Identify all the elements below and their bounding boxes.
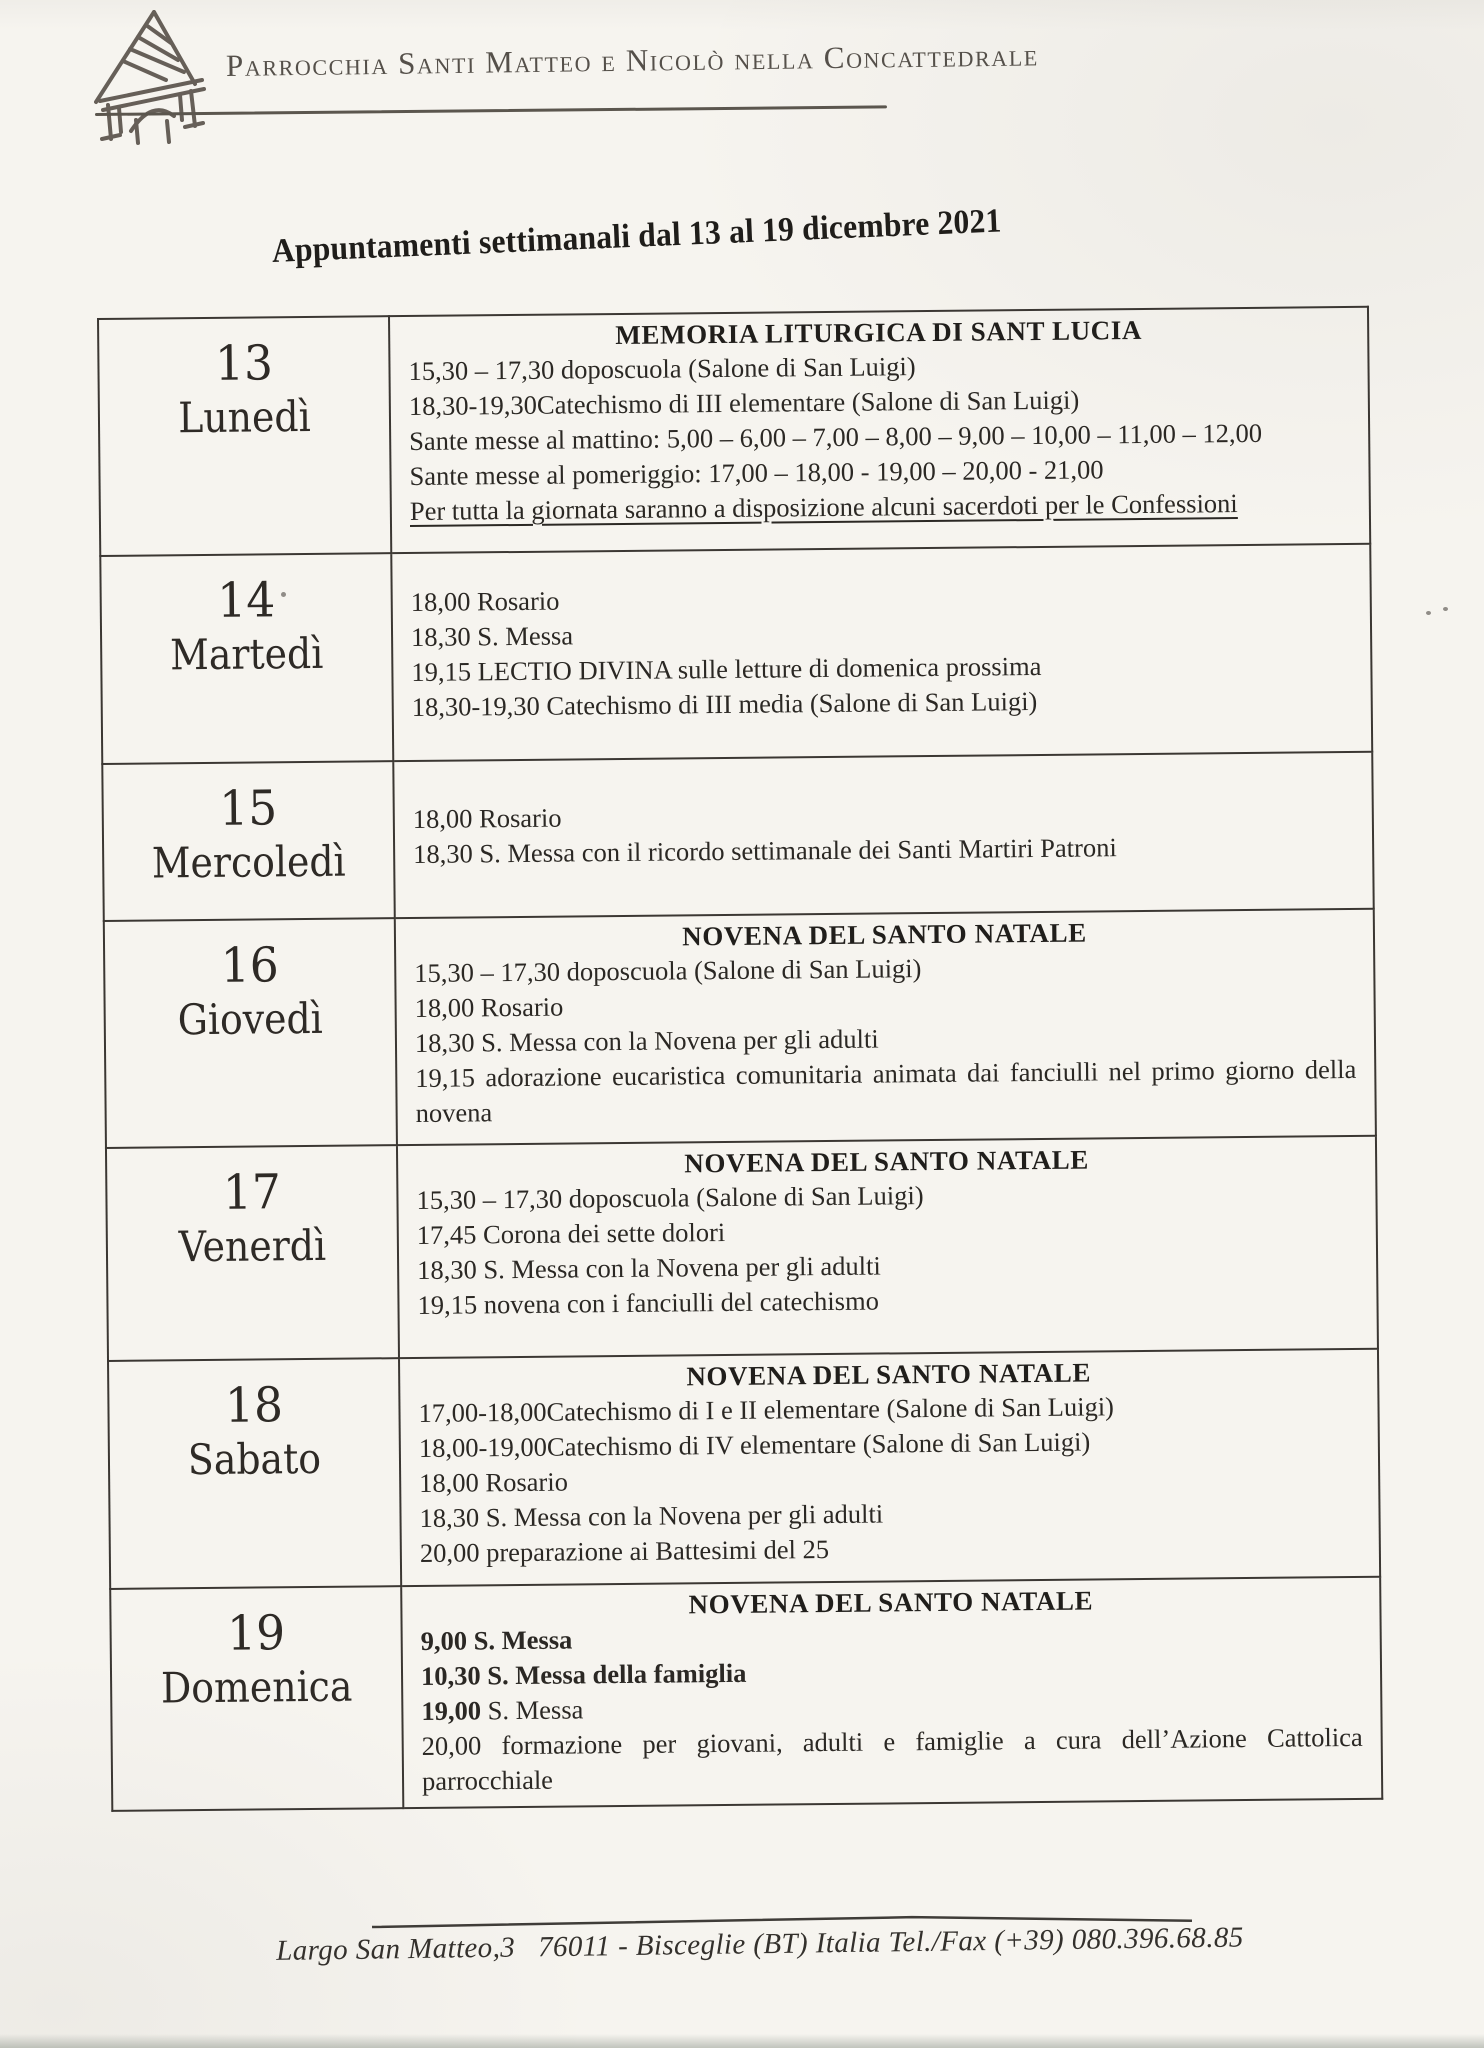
day-cell bbox=[106, 1145, 399, 1361]
event-text: 20,00 formazione per giovani, adulti e famiglie a cura dell’Azione Cattolica parrocchiale bbox=[421, 1721, 1363, 1796]
event-text: 18,00 Rosario bbox=[414, 991, 564, 1023]
event-text: 19,15 novena con i fanciulli del catechismo bbox=[417, 1285, 880, 1320]
day-number: 14 bbox=[216, 572, 276, 629]
day-name: Martedì bbox=[169, 629, 324, 680]
schedule-row bbox=[108, 1349, 1380, 1589]
events-heading: NOVENA DEL SANTO NATALE bbox=[686, 1357, 1092, 1392]
day-number: 16 bbox=[220, 937, 279, 994]
event-text: 18,00 Rosario bbox=[412, 802, 562, 834]
day-name: Domenica bbox=[160, 1662, 353, 1713]
event-text: 18,30 S. Messa con la Novena per gli adulti bbox=[417, 1250, 881, 1285]
day-number: 13 bbox=[214, 335, 274, 392]
day-number: 18 bbox=[224, 1377, 284, 1434]
day-number: 15 bbox=[218, 780, 278, 837]
events-cell bbox=[401, 1577, 1382, 1808]
day-name: Giovedì bbox=[177, 994, 323, 1045]
schedule-row bbox=[100, 544, 1372, 764]
schedule-row bbox=[110, 1577, 1382, 1811]
events-heading: NOVENA DEL SANTO NATALE bbox=[684, 1144, 1090, 1179]
day-name: Venerdì bbox=[178, 1221, 327, 1272]
events-heading: MEMORIA LITURGICA DI SANT LUCIA bbox=[615, 314, 1143, 351]
footer-address: Largo San Matteo,3 76011 - Bisceglie (BT) Italia Tel./Fax (+39) 080.396.68.85 bbox=[275, 1921, 1244, 1967]
day-number: 19 bbox=[226, 1605, 286, 1662]
event-text: 9,00 S. Messa bbox=[420, 1624, 573, 1656]
event-text: 19,15 LECTIO DIVINA sulle letture di domenica prossima bbox=[411, 650, 1042, 687]
scan-speck bbox=[1443, 607, 1448, 611]
event-text: S. Messa bbox=[487, 1694, 584, 1726]
day-name: Sabato bbox=[187, 1434, 322, 1485]
events-heading: NOVENA DEL SANTO NATALE bbox=[681, 917, 1087, 952]
day-name: Mercoledì bbox=[151, 837, 346, 888]
event-text: 19,15 adorazione eucaristica comunitaria animata dai fanciulli nel primo giorno della novena bbox=[415, 1053, 1357, 1128]
event-text: 20,00 preparazione ai Battesimi del 25 bbox=[419, 1534, 830, 1568]
event-text: 18,30 S. Messa con il ricordo settimanale dei Santi Martiri Patroni bbox=[413, 832, 1117, 869]
event-text: 19,00 bbox=[421, 1695, 488, 1726]
event-text: 18,30-19,30Catechismo di III elementare (Salone di San Luigi) bbox=[408, 384, 1080, 422]
day-cell bbox=[102, 761, 394, 921]
event-text: 18,30-19,30 Catechismo di III media (Salone di San Luigi) bbox=[411, 685, 1038, 722]
day-cell bbox=[98, 316, 391, 556]
event-text: Per tutta la giornata saranno a disposizione alcuni sacerdoti per le Confessioni bbox=[409, 488, 1238, 527]
events-cell bbox=[397, 1136, 1378, 1358]
day-cell bbox=[104, 918, 397, 1148]
parish-name: Parrocchia Santi Matteo e Nicolò nella Concattedrale bbox=[225, 37, 1040, 83]
scan-speck bbox=[1426, 611, 1431, 615]
event-text: 15,30 – 17,30 doposcuola (Salone di San Luigi) bbox=[414, 953, 922, 988]
event-text: 18,00 Rosario bbox=[419, 1466, 569, 1498]
day-name: Lunedì bbox=[177, 392, 311, 443]
events-cell bbox=[399, 1349, 1380, 1586]
event-text: 18,30 S. Messa con la Novena per gli adulti bbox=[414, 1023, 879, 1058]
event-text: Sante messe al mattino: 5,00 – 6,00 – 7,00 – 8,00 – 9,00 – 10,00 – 11,00 – 12,00 bbox=[409, 417, 1263, 457]
schedule-table-body bbox=[98, 307, 1382, 1811]
schedule-table bbox=[97, 306, 1383, 1812]
event-text: 18,00-19,00Catechismo di IV elementare (Salone di San Luigi) bbox=[418, 1426, 1091, 1463]
events-heading: NOVENA DEL SANTO NATALE bbox=[688, 1585, 1094, 1620]
day-cell bbox=[108, 1358, 401, 1589]
event-text: Sante messe al pomeriggio: 17,00 – 18,00 - 19,00 – 20,00 - 21,00 bbox=[409, 454, 1104, 492]
events-cell bbox=[391, 544, 1372, 761]
event-text: 15,30 – 17,30 doposcuola (Salone di San Luigi) bbox=[408, 351, 916, 387]
events-cell bbox=[395, 909, 1376, 1145]
event-line bbox=[415, 1052, 1357, 1131]
events-cell bbox=[389, 307, 1370, 553]
day-cell bbox=[110, 1586, 403, 1811]
schedule-row bbox=[98, 307, 1370, 556]
day-cell bbox=[100, 553, 393, 764]
event-text: 18,00 Rosario bbox=[410, 585, 560, 617]
event-line bbox=[422, 1720, 1364, 1799]
event-text: 18,30 S. Messa bbox=[410, 619, 574, 652]
schedule-row bbox=[106, 1136, 1378, 1361]
scan-speck bbox=[281, 592, 286, 597]
schedule-row bbox=[102, 752, 1373, 921]
page-title: Appuntamenti settimanali dal 13 al 19 dicembre 2021 bbox=[271, 202, 1003, 270]
events-cell bbox=[393, 752, 1373, 918]
event-text: 18,30 S. Messa con la Novena per gli adulti bbox=[419, 1498, 884, 1533]
event-text: 17,45 Corona dei sette dolori bbox=[416, 1217, 726, 1250]
event-text: 15,30 – 17,30 doposcuola (Salone di San Luigi) bbox=[416, 1180, 924, 1215]
day-number: 17 bbox=[222, 1164, 282, 1221]
event-text: 10,30 S. Messa della famiglia bbox=[420, 1657, 747, 1691]
event-text: 17,00-18,00Catechismo di I e II elementare (Salone di San Luigi) bbox=[418, 1391, 1115, 1428]
schedule-row bbox=[104, 909, 1376, 1148]
